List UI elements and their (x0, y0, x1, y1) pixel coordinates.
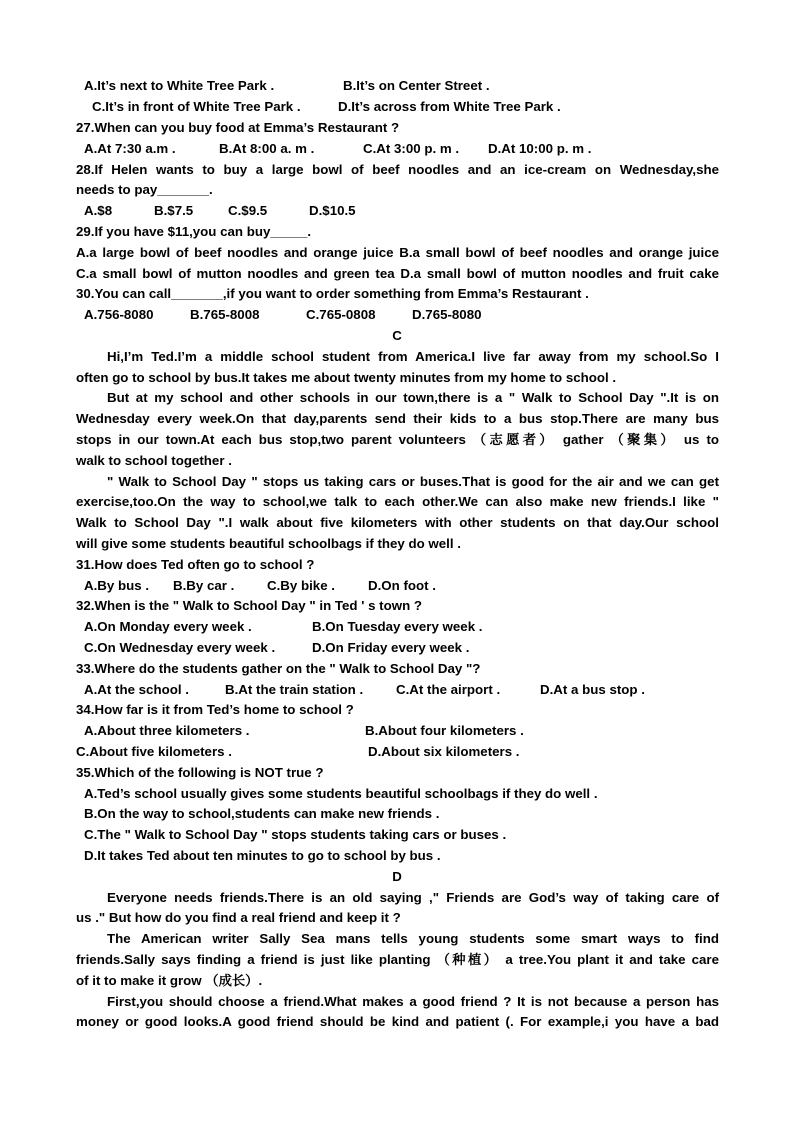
passage-c-p2-line4: walk to school together . (76, 453, 232, 468)
passage-d-p2-line3: of it to make it grow （成长）. (76, 973, 263, 988)
q33-stem: 33.Where do the students gather on the " Walk to School Day "? (76, 661, 481, 676)
q26-option-c: C.It’s in front of White Tree Park . (92, 99, 301, 114)
q28-option-c: C.$9.5 (228, 203, 268, 218)
q33-option-c: C.At the airport . (396, 682, 501, 697)
q30-stem: 30.You can call_______,if you want to order something from Emma’s Restaurant . (76, 286, 589, 301)
q27-option-a: A.At 7:30 a.m . (84, 141, 176, 156)
q31-option-b: B.By car . (173, 578, 235, 593)
q29-options-ab: A.a large bowl of beef noodles and orange juice B.a small bowl of beef noodles and orange juice (76, 245, 719, 260)
q28-stem-line2: needs to pay_______. (76, 182, 213, 197)
passage-d-p1-line2: us ." But how do you find a real friend and keep it ? (76, 910, 401, 925)
q27-option-b: B.At 8:00 a. m . (219, 141, 315, 156)
q28-stem-line1: 28.If Helen wants to buy a large bowl of beef noodles and an ice-cream on Wednesday,she (76, 162, 719, 177)
q31-stem: 31.How does Ted often go to school ? (76, 557, 315, 572)
q27-option-d: D.At 10:00 p. m . (488, 141, 592, 156)
passage-d-p2-line1: The American writer Sally Sea mans tells young students some smart ways to find (107, 931, 719, 946)
q32-option-d: D.On Friday every week . (312, 640, 470, 655)
q30-option-d: D.765-8080 (412, 307, 482, 322)
q34-option-b: B.About four kilometers . (365, 723, 524, 738)
q33-option-a: A.At the school . (84, 682, 189, 697)
q34-stem: 34.How far is it from Ted’s home to school ? (76, 702, 354, 717)
q34-option-a: A.About three kilometers . (84, 723, 250, 738)
q29-options-cd: C.a small bowl of mutton noodles and green tea D.a small bowl of mutton noodles and fruit cake (76, 266, 719, 281)
passage-d-p2-line2: friends.Sally says finding a friend is just like planting （种植） a tree.You plant it and take care (76, 952, 719, 967)
q35-option-b: B.On the way to school,students can make new friends . (84, 806, 440, 821)
q33-option-d: D.At a bus stop . (540, 682, 645, 697)
passage-c-p2-line2: Wednesday every week.On that day,parents send their kids to a bus stop.There are many bus (76, 411, 719, 426)
q33-option-b: B.At the train station . (225, 682, 364, 697)
passage-c-p1-line1: Hi,I’m Ted.I’m a middle school student from America.I live far away from my school.So I (107, 349, 719, 364)
q30-option-c: C.765-0808 (306, 307, 376, 322)
q30-option-b: B.765-8008 (190, 307, 260, 322)
q31-option-d: D.On foot . (368, 578, 436, 593)
q34-option-d: D.About six kilometers . (368, 744, 520, 759)
q26-option-a: A.It’s next to White Tree Park . (84, 78, 275, 93)
q35-option-d: D.It takes Ted about ten minutes to go to school by bus . (84, 848, 441, 863)
q26-option-b: B.It’s on Center Street . (343, 78, 490, 93)
passage-c-p3-line2: exercise,too.On the way to school,we talk to each other.We can also make new friends.I like " (76, 494, 719, 509)
q28-option-b: B.$7.5 (154, 203, 194, 218)
q32-option-c: C.On Wednesday every week . (84, 640, 276, 655)
passage-c-p2-line3: stops in our town.At each bus stop,two parent volunteers （志愿者） gather （聚集） us to (76, 432, 719, 447)
q30-option-a: A.756-8080 (84, 307, 154, 322)
q32-option-b: B.On Tuesday every week . (312, 619, 483, 634)
q28-option-d: D.$10.5 (309, 203, 356, 218)
q26-option-d: D.It’s across from White Tree Park . (338, 99, 561, 114)
q35-option-a: A.Ted’s school usually gives some students beautiful schoolbags if they do well . (84, 786, 598, 801)
passage-d-heading: D (392, 869, 402, 884)
q32-stem: 32.When is the " Walk to School Day " in Ted ' s town ? (76, 598, 423, 613)
passage-c-p3-line3: Walk to School Day ".I walk about five kilometers with other students on that day.Our school (76, 515, 719, 530)
q31-option-a: A.By bus . (84, 578, 150, 593)
q28-option-a: A.$8 (84, 203, 113, 218)
q27-stem: 27.When can you buy food at Emma’s Restaurant ? (76, 120, 400, 135)
q31-option-c: C.By bike . (267, 578, 335, 593)
passage-c-p2-line1: But at my school and other schools in our town,there is a " Walk to School Day ".It is on (107, 390, 719, 405)
q29-stem: 29.If you have $11,you can buy_____. (76, 224, 312, 239)
passage-d-p1-line1: Everyone needs friends.There is an old saying ," Friends are God’s way of taking care of (107, 890, 719, 905)
passage-c-p1-line2: often go to school by bus.It takes me about twenty minutes from my home to school . (76, 370, 617, 385)
passage-d-p3-line1: First,you should choose a friend.What makes a good friend ? It is not because a person has (107, 994, 719, 1009)
q34-option-c: C.About five kilometers . (76, 744, 232, 759)
passage-c-p3-line4: will give some students beautiful schoolbags if they do well . (76, 536, 461, 551)
q32-option-a: A.On Monday every week . (84, 619, 252, 634)
passage-c-heading: C (392, 328, 402, 343)
passage-c-p3-line1: " Walk to School Day " stops us taking cars or buses.That is good for the air and we can get (107, 474, 719, 489)
q27-option-c: C.At 3:00 p. m . (363, 141, 460, 156)
q35-option-c: C.The " Walk to School Day " stops students taking cars or buses . (84, 827, 507, 842)
q35-stem: 35.Which of the following is NOT true ? (76, 765, 324, 780)
passage-d-p3-line2: money or good looks.A good friend should be kind and patient (. For example,i you have a bad (76, 1014, 719, 1029)
